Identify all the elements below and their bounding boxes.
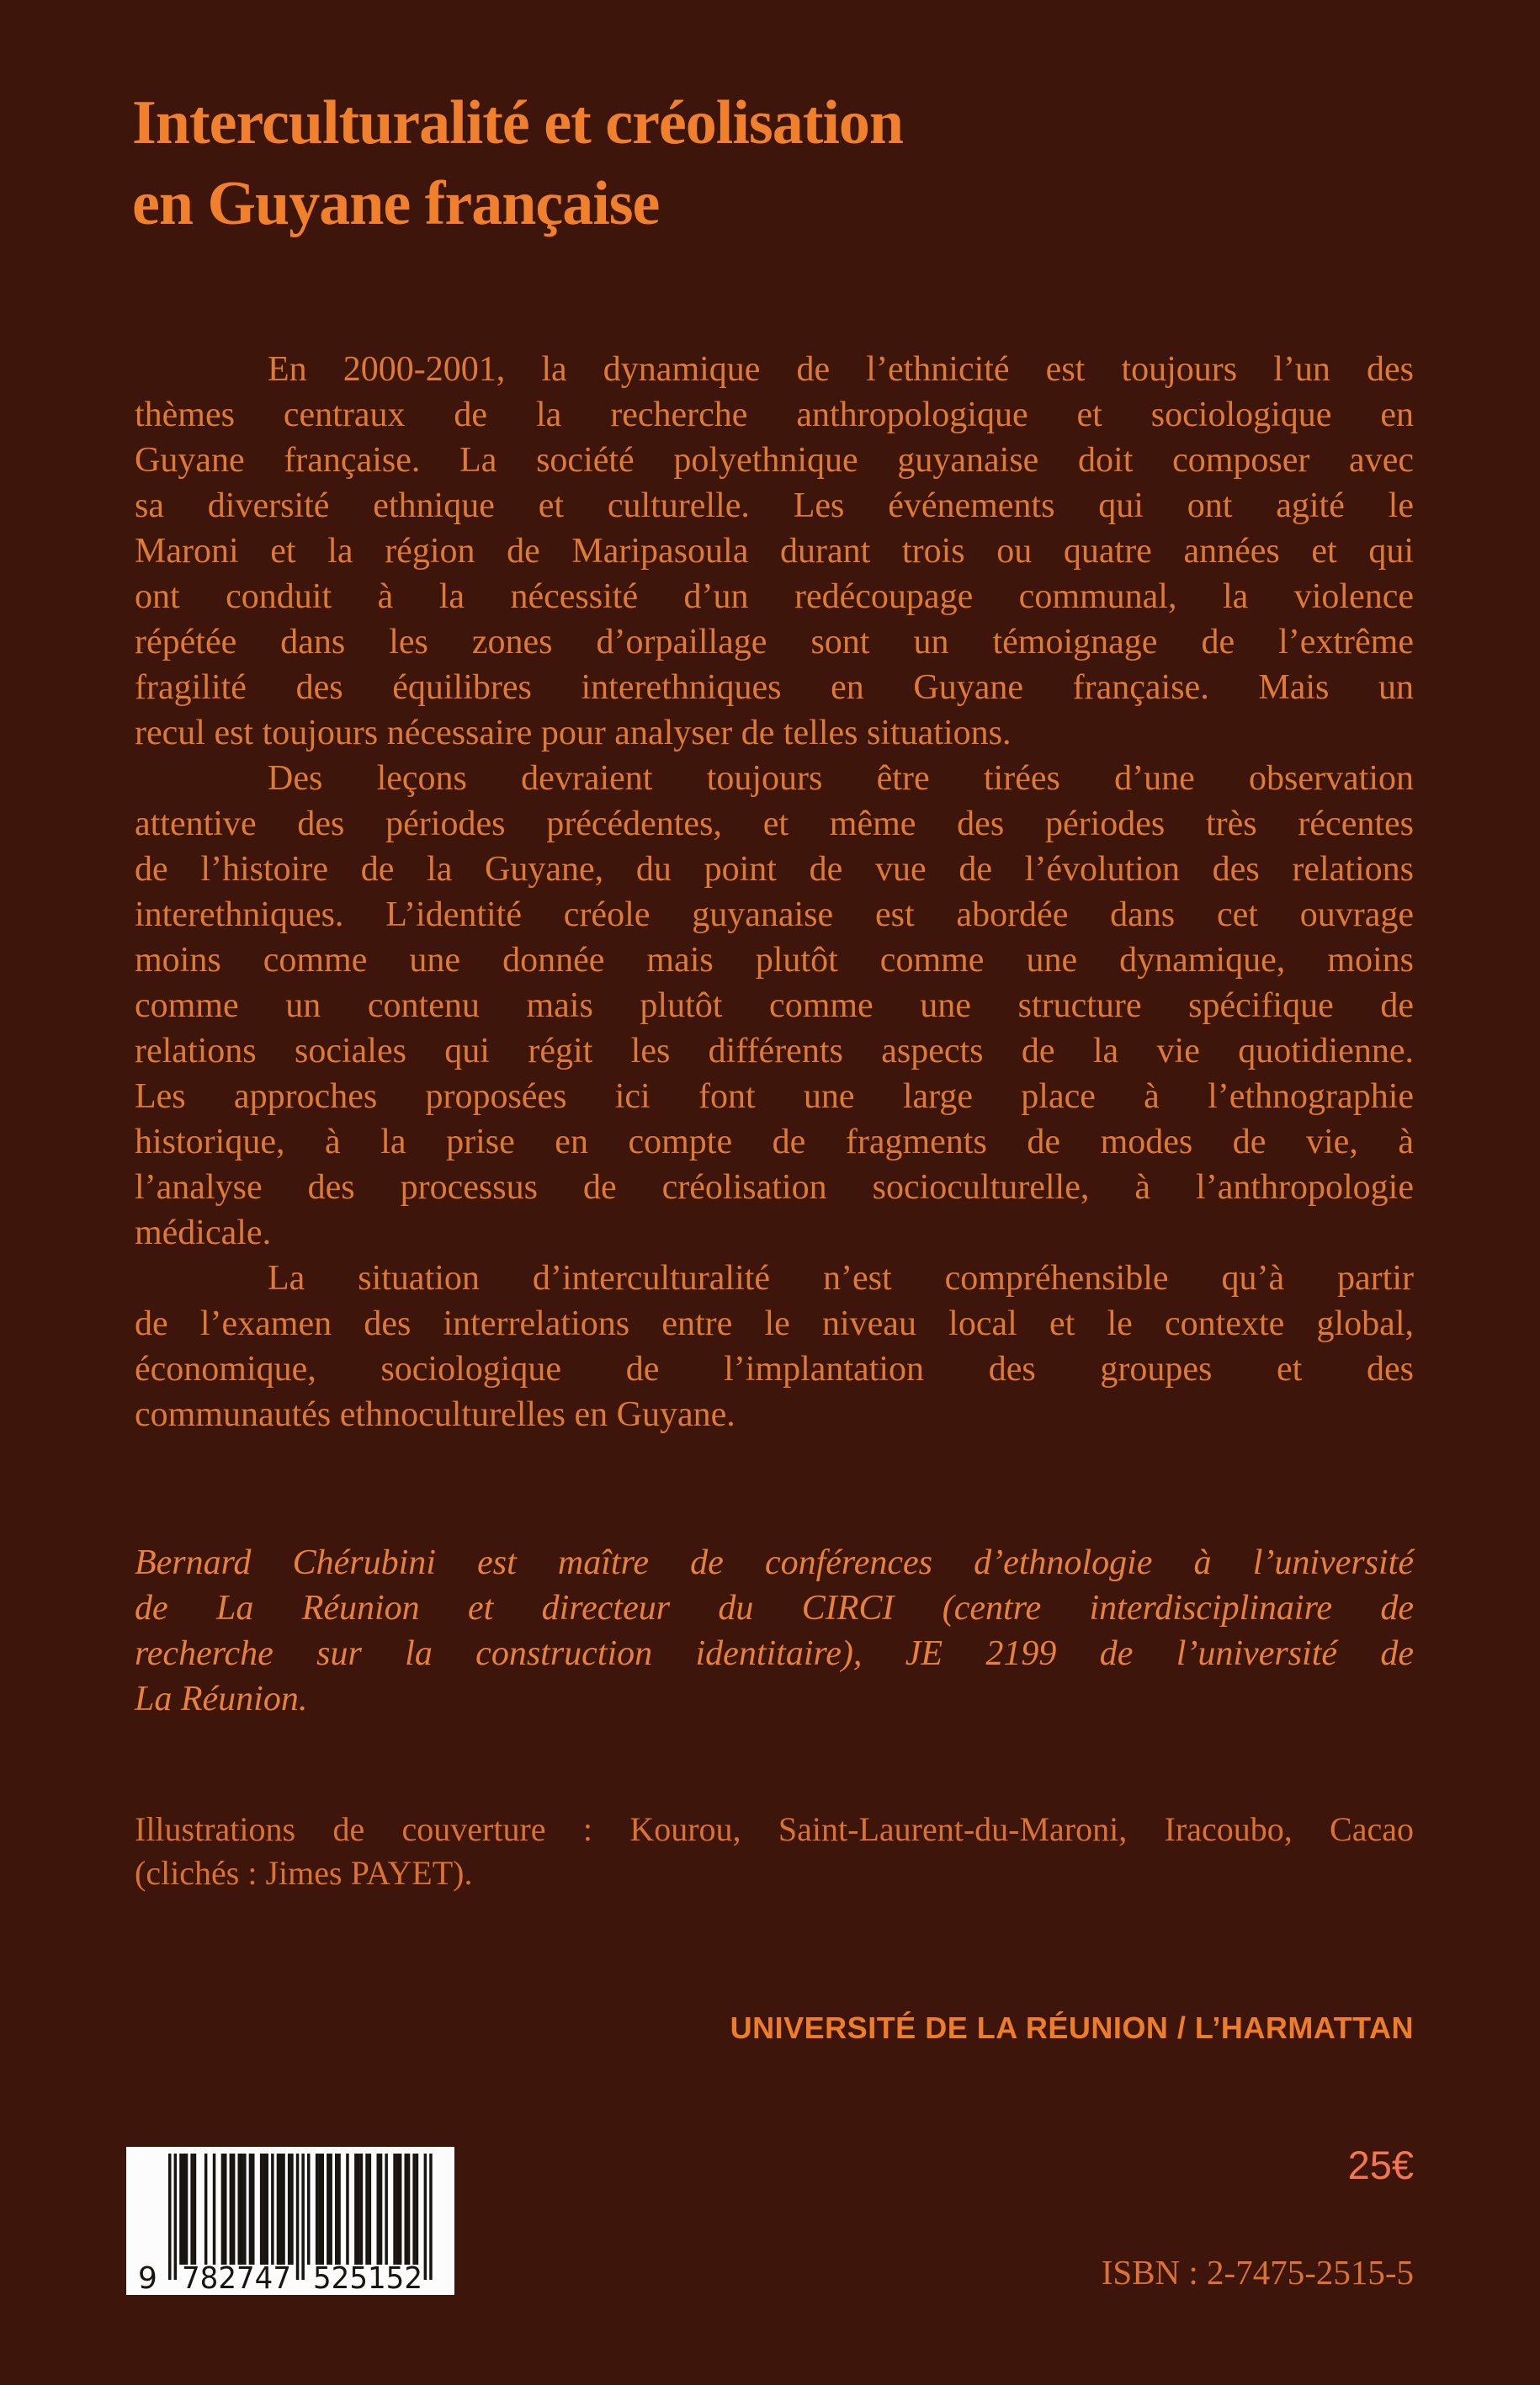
text-line: La Réunion. [135, 1680, 308, 1718]
barcode-digits-right: 525152 [313, 2261, 422, 2295]
text-line: interethniques. L’identité créole guyanaise est abordée dans cet ouvrage [135, 895, 1414, 934]
text-line: thèmes centraux de la recherche anthropologique et sociologique en [135, 396, 1414, 434]
publisher-imprint: UNIVERSITÉ DE LA RÉUNION / L’HARMATTAN [730, 2011, 1414, 2045]
text-line: Les approches proposées ici font une large place à l’ethnographie [135, 1077, 1414, 1116]
barcode-digit-lead: 9 [138, 2261, 157, 2295]
author-bio [135, 1540, 1414, 1722]
text-line: recherche sur la construction identitaire), JE 2199 de l’université de [135, 1634, 1414, 1673]
text-line: économique, sociologique de l’implantation des groupes et des [135, 1350, 1414, 1389]
text-line: communautés ethnoculturelles en Guyane. [135, 1395, 735, 1434]
text-line: de La Réunion et directeur du CIRCI (centre interdisciplinaire de [135, 1589, 1414, 1628]
text-line: relations sociales qui régit les différents aspects de la vie quotidienne. [135, 1032, 1414, 1070]
title-line-2: en Guyane française [132, 169, 660, 238]
isbn: ISBN : 2-7475-2515-5 [1101, 2253, 1414, 2292]
text-line: médicale. [135, 1214, 272, 1252]
text-line: fragilité des équilibres interethniques en Guyane française. Mais un [135, 668, 1414, 707]
text-line: Bernard Chérubini est maître de conférences d’ethnologie à l’université [135, 1543, 1414, 1582]
text-line: En 2000-2001, la dynamique de l’ethnicité est toujours l’un des [268, 350, 1414, 389]
text-line: comme un contenu mais plutôt comme une structure spécifique de [135, 986, 1414, 1025]
book-title [132, 82, 903, 244]
synopsis [135, 347, 1414, 1437]
text-line: recul est toujours nécessaire pour analyser de telles situations. [135, 714, 1012, 752]
barcode-digits-left: 782747 [182, 2261, 291, 2295]
text-line: ont conduit à la nécessité d’un redécoupage communal, la violence [135, 577, 1414, 616]
text-line: de l’examen des interrelations entre le niveau local et le contexte global, [135, 1304, 1414, 1343]
price: 25€ [1347, 2143, 1414, 2187]
cover-credits [135, 1808, 1414, 1895]
title-line-1: Interculturalité et créolisation [132, 88, 904, 157]
text-line: Guyane française. La société polyethnique guyanaise doit composer avec [135, 441, 1414, 480]
text-line: historique, à la prise en compte de fragments de modes de vie, à [135, 1123, 1414, 1161]
text-line: de l’histoire de la Guyane, du point de vue de l’évolution des relations [135, 850, 1414, 889]
text-line: Maroni et la région de Maripasoula durant trois ou quatre années et qui [135, 532, 1414, 571]
text-line: (clichés : Jimes PAYET). [135, 1854, 473, 1892]
text-line: La situation d’interculturalité n’est compréhensible qu’à partir [268, 1259, 1414, 1298]
text-line: attentive des périodes précédentes, et même des périodes très récentes [135, 805, 1414, 843]
text-line: Des leçons devraient toujours être tirées d’une observation [268, 759, 1414, 798]
text-line: sa diversité ethnique et culturelle. Les événements qui ont agité le [135, 486, 1414, 525]
text-line: l’analyse des processus de créolisation socioculturelle, à l’anthropologie [135, 1168, 1414, 1207]
barcode [126, 2147, 454, 2295]
text-line: répétée dans les zones d’orpaillage sont un témoignage de l’extrême [135, 623, 1414, 661]
text-line: Illustrations de couverture : Kourou, Saint-Laurent-du-Maroni, Iracoubo, Cacao [135, 1810, 1414, 1848]
text-line: moins comme une donnée mais plutôt comme une dynamique, moins [135, 941, 1414, 980]
